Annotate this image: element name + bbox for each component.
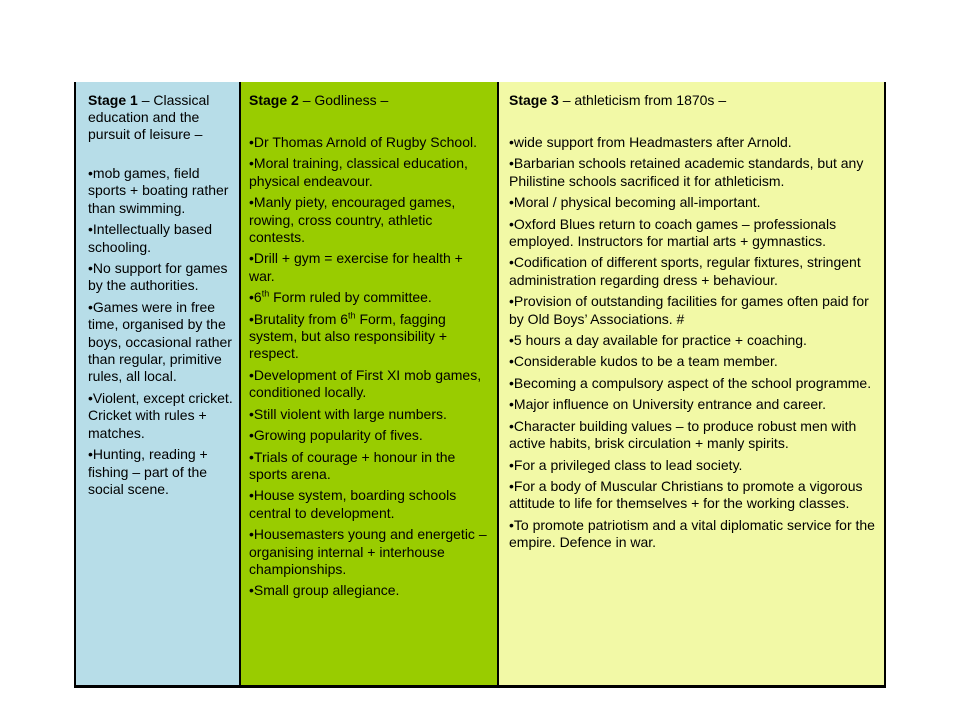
- list-item: • Hunting, reading + fishing – part of the social scene.: [88, 446, 235, 498]
- list-item: • To promote patriotism and a vital diplomatic service for the empire. Defence in war.: [509, 517, 878, 552]
- stage-1-title: Stage 1: [88, 92, 138, 108]
- list-item: • Brutality from 6th Form, fagging system, but also responsibility + respect.: [249, 311, 491, 363]
- stage-2-subtitle: – Godliness –: [298, 92, 389, 108]
- list-item: • Barbarian schools retained academic standards, but any Philistine schools sacrificed it for athleticism.: [509, 155, 878, 190]
- stage-3-subtitle: – athleticism from 1870s –: [558, 92, 727, 108]
- list-item: • Drill + gym = exercise for health + war.: [249, 250, 491, 285]
- list-item: • mob games, field sports + boating rather than swimming.: [88, 165, 235, 217]
- list-item: • Still violent with large numbers.: [249, 406, 491, 423]
- stage-2-title: Stage 2: [249, 92, 299, 108]
- list-item: • Moral / physical becoming all-important.: [509, 194, 878, 211]
- list-item: • Housemasters young and energetic – organising internal + interhouse championships.: [249, 526, 491, 578]
- list-item: • Major influence on University entrance and career.: [509, 396, 878, 413]
- stage-1-subtitle: – Classical education and the pursuit of leisure –: [88, 92, 210, 142]
- list-item: • Small group allegiance.: [249, 582, 491, 599]
- list-item: • 6th Form ruled by committee.: [249, 289, 491, 306]
- list-item: • For a body of Muscular Christians to promote a vigorous attitude to life for themselves + for the working classes.: [509, 478, 878, 513]
- ordinal-suffix: th: [261, 288, 270, 299]
- list-item: • Oxford Blues return to coach games – professionals employed. Instructors for martial arts + gymnastics.: [509, 216, 878, 251]
- list-item: • wide support from Headmasters after Arnold.: [509, 134, 878, 151]
- stage-3-title: Stage 3: [509, 92, 559, 108]
- list-item: • Moral training, classical education, physical endeavour.: [249, 155, 491, 190]
- list-item: • Trials of courage + honour in the sports arena.: [249, 449, 491, 484]
- list-item: • Manly piety, encouraged games, rowing, cross country, athletic contests.: [249, 194, 491, 246]
- list-item: • House system, boarding schools central to development.: [249, 487, 491, 522]
- stage-3-list: [509, 134, 878, 552]
- list-item: • Provision of outstanding facilities for games often paid for by Old Boys’ Associations. #: [509, 293, 878, 328]
- list-item: • Dr Thomas Arnold of Rugby School.: [249, 134, 491, 151]
- stages-table: [74, 82, 886, 688]
- list-item: • No support for games by the authorities.: [88, 260, 235, 295]
- stage-2-column: [239, 82, 497, 685]
- ordinal-suffix: th: [348, 310, 356, 320]
- list-item: • 5 hours a day available for practice + coaching.: [509, 332, 878, 349]
- list-item: • Games were in free time, organised by the boys, occasional rather than regular, primitive rules, all local.: [88, 299, 235, 386]
- stage-3-heading: [509, 92, 878, 109]
- stage-2-list: [249, 134, 491, 600]
- stage-1-heading: [88, 92, 235, 143]
- list-item: • For a privileged class to lead society.: [509, 457, 878, 474]
- list-item: • Growing popularity of fives.: [249, 427, 491, 444]
- list-item: • Codification of different sports, regular fixtures, stringent administration regarding dress + behaviour.: [509, 254, 878, 289]
- stage-3-column: [497, 82, 884, 685]
- list-item: • Character building values – to produce robust men with active habits, brisk circulation + manly spirits.: [509, 418, 878, 453]
- stage-1-list: [88, 165, 235, 498]
- list-item: • Becoming a compulsory aspect of the school programme.: [509, 375, 878, 392]
- list-item: • Considerable kudos to be a team member.: [509, 353, 878, 370]
- list-item: • Intellectually based schooling.: [88, 221, 235, 256]
- stage-1-column: [76, 82, 239, 685]
- stage-2-heading: [249, 92, 491, 109]
- list-item: • Development of First XI mob games, conditioned locally.: [249, 367, 491, 402]
- list-item: • Violent, except cricket. Cricket with rules + matches.: [88, 390, 235, 442]
